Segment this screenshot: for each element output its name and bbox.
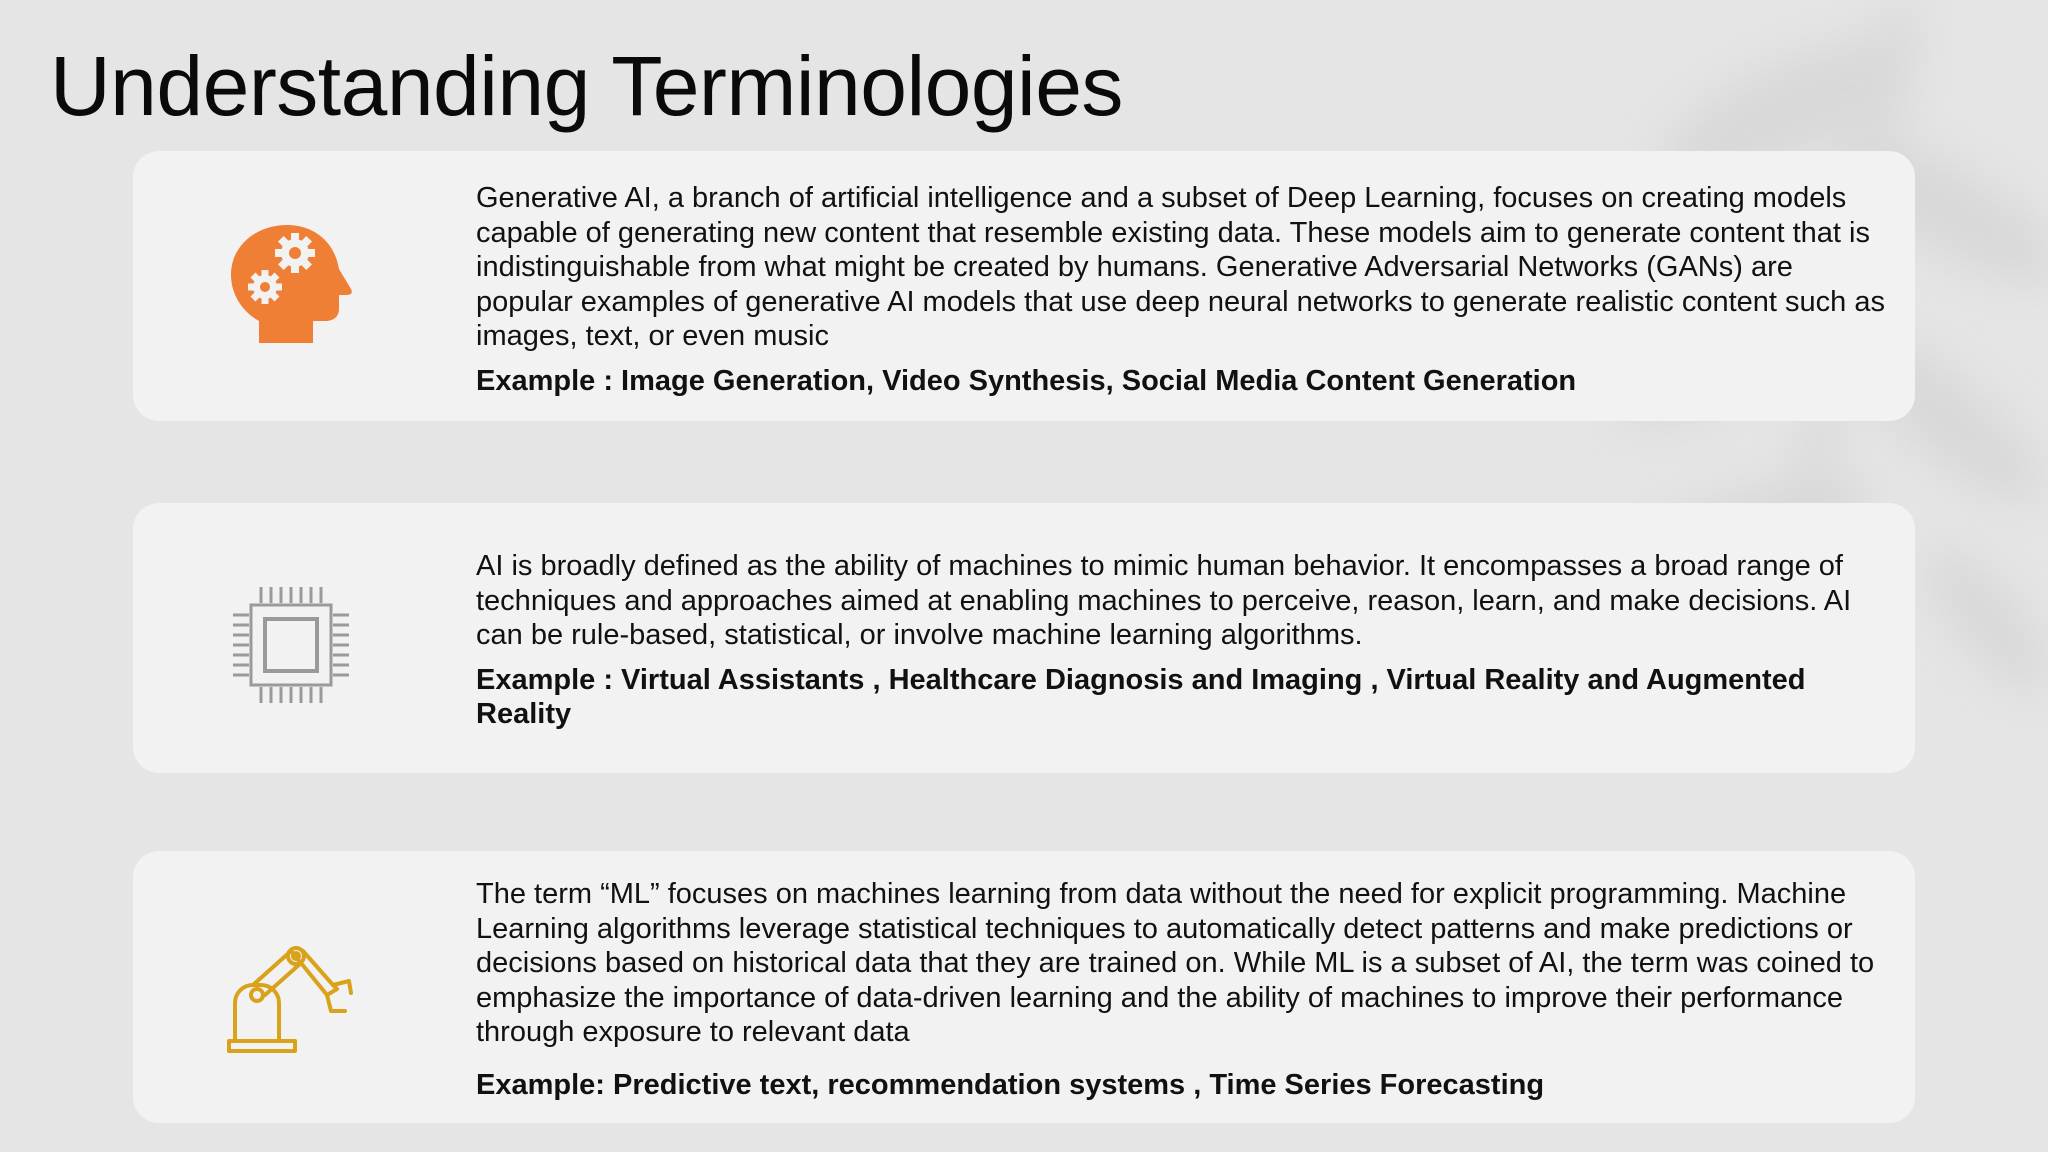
term-example: Example : Image Generation, Video Synthesis, Social Media Content Generation: [476, 364, 1577, 397]
page-title: Understanding Terminologies: [50, 39, 1123, 133]
term-card-ml: [133, 851, 1915, 1123]
term-card-text: [476, 549, 1886, 732]
term-card-text: [476, 181, 1886, 398]
term-example: Example: Predictive text, recommendation systems , Time Series Forecasting: [476, 1068, 1545, 1101]
robotic-arm-icon: [221, 923, 361, 1063]
term-card-text: [476, 877, 1886, 1102]
head-gears-icon: [221, 217, 361, 357]
cpu-chip-icon: [221, 575, 361, 715]
term-description: AI is broadly defined as the ability of machines to mimic human behavior. It encompasses a broad range of techniques and approaches aimed at enabling machines to perceive, reason, learn, and make decisions. AI can be rule-based, statistical, or involve machine learning algorithms.: [476, 550, 1852, 651]
term-description: Generative AI, a branch of artificial intelligence and a subset of Deep Learning, focuses on creating models capable of generating new content that resemble existing data. These models aim to generate content that is indistinguishable from what might be created by humans. Generative Adversarial Networks (GANs) are popular examples of generative AI models that use deep neural networks to generate realistic content such as images, text, or even music: [476, 182, 1885, 352]
term-example: Example : Virtual Assistants , Healthcare Diagnosis and Imaging , Virtual Reality and Augmented Reality: [476, 663, 1806, 730]
term-card-ai: [133, 503, 1915, 773]
term-card-generative-ai: [133, 151, 1915, 421]
term-description: The term “ML” focuses on machines learning from data without the need for explicit programming. Machine Learning algorithms leverage statistical techniques to automatically detect patterns and make predictions or decisions based on historical data that they are trained on. While ML is a subset of AI, the term was coined to emphasize the importance of data-driven learning and the ability of machines to improve their performance through exposure to relevant data: [476, 878, 1875, 1048]
